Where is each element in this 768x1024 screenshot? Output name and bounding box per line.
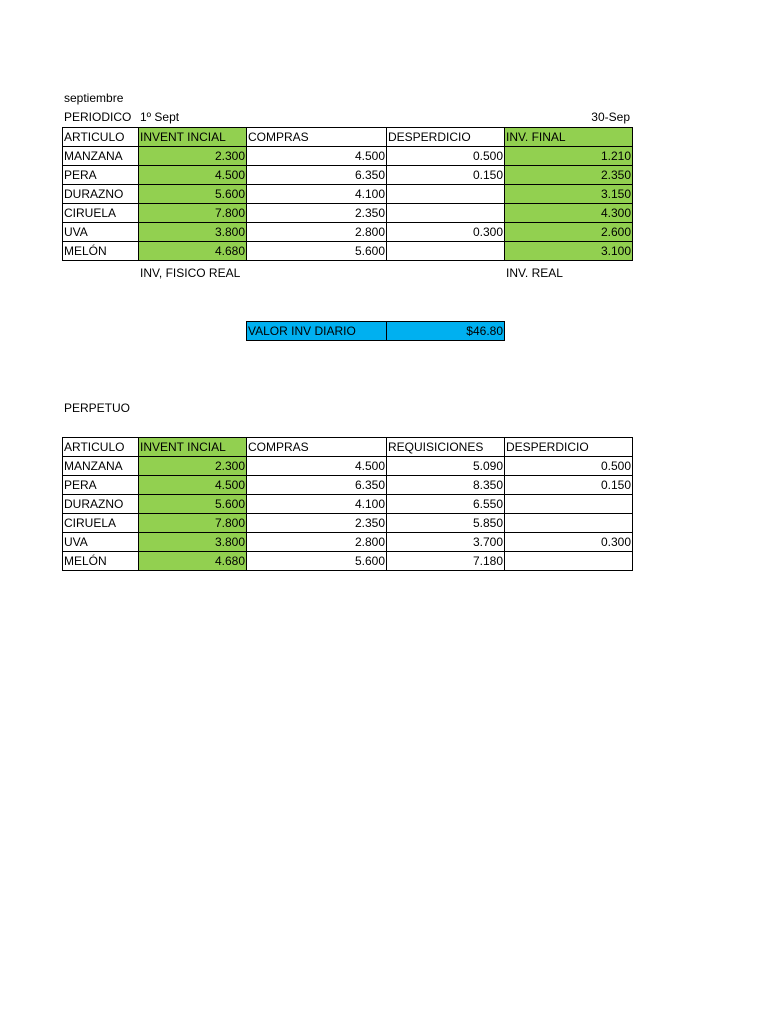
- header-cell[interactable]: INVENT INCIAL: [139, 438, 247, 457]
- table-row: [63, 147, 633, 166]
- desperdicio-cell[interactable]: 0.300: [505, 533, 633, 552]
- table-row: [63, 495, 633, 514]
- perpetuo-table: [62, 437, 633, 571]
- requisiciones-cell[interactable]: 5.090: [387, 457, 505, 476]
- invent-inicial-cell[interactable]: 7.800: [139, 204, 247, 223]
- table-row: [63, 185, 633, 204]
- invent-inicial-cell[interactable]: 4.500: [139, 166, 247, 185]
- header-cell[interactable]: INV. FINAL: [505, 128, 633, 147]
- compras-cell[interactable]: 2.800: [247, 223, 387, 242]
- invent-inicial-cell[interactable]: 5.600: [139, 185, 247, 204]
- inv-final-cell[interactable]: 2.600: [505, 223, 633, 242]
- table-row: [63, 223, 633, 242]
- compras-cell[interactable]: 6.350: [247, 166, 387, 185]
- header-cell[interactable]: COMPRAS: [247, 438, 387, 457]
- table-header-row: [63, 128, 633, 147]
- compras-cell[interactable]: 2.350: [247, 204, 387, 223]
- table-row: [63, 457, 633, 476]
- articulo-cell[interactable]: DURAZNO: [63, 495, 139, 514]
- invent-inicial-cell[interactable]: 3.800: [139, 223, 247, 242]
- articulo-cell[interactable]: MANZANA: [63, 457, 139, 476]
- desperdicio-cell[interactable]: 0.150: [505, 476, 633, 495]
- articulo-cell[interactable]: DURAZNO: [63, 185, 139, 204]
- invent-inicial-cell[interactable]: 5.600: [139, 495, 247, 514]
- table-row: [63, 242, 633, 261]
- requisiciones-cell[interactable]: 7.180: [387, 552, 505, 571]
- header-cell[interactable]: DESPERDICIO: [505, 438, 633, 457]
- desperdicio-cell[interactable]: 0.500: [505, 457, 633, 476]
- note-inv-real: INV. REAL: [506, 266, 563, 280]
- desperdicio-cell[interactable]: [387, 185, 505, 204]
- articulo-cell[interactable]: UVA: [63, 533, 139, 552]
- articulo-cell[interactable]: UVA: [63, 223, 139, 242]
- articulo-cell[interactable]: MELÓN: [63, 242, 139, 261]
- valor-inv-diario-label[interactable]: VALOR INV DIARIO: [247, 322, 387, 341]
- invent-inicial-cell[interactable]: 7.800: [139, 514, 247, 533]
- desperdicio-cell[interactable]: [505, 552, 633, 571]
- compras-cell[interactable]: 4.500: [247, 147, 387, 166]
- table-row: [63, 552, 633, 571]
- header-cell[interactable]: ARTICULO: [63, 438, 139, 457]
- note-inv-fisico-real: INV, FISICO REAL: [140, 266, 241, 280]
- table-row: [63, 514, 633, 533]
- desperdicio-cell[interactable]: [505, 514, 633, 533]
- articulo-cell[interactable]: MANZANA: [63, 147, 139, 166]
- valor-inv-diario-box: [246, 321, 505, 341]
- compras-cell[interactable]: 2.350: [247, 514, 387, 533]
- desperdicio-cell[interactable]: 0.500: [387, 147, 505, 166]
- desperdicio-cell[interactable]: [387, 242, 505, 261]
- desperdicio-cell[interactable]: [505, 495, 633, 514]
- inv-final-cell[interactable]: 4.300: [505, 204, 633, 223]
- perpetuo-section-label: PERPETUO: [64, 401, 131, 415]
- compras-cell[interactable]: 5.600: [247, 552, 387, 571]
- table-row: [63, 204, 633, 223]
- header-cell[interactable]: ARTICULO: [63, 128, 139, 147]
- table-header-row: [63, 438, 633, 457]
- invent-inicial-cell[interactable]: 2.300: [139, 457, 247, 476]
- requisiciones-cell[interactable]: 5.850: [387, 514, 505, 533]
- invent-inicial-cell[interactable]: 2.300: [139, 147, 247, 166]
- compras-cell[interactable]: 5.600: [247, 242, 387, 261]
- header-cell[interactable]: COMPRAS: [247, 128, 387, 147]
- table-row: [63, 533, 633, 552]
- invent-inicial-cell[interactable]: 4.500: [139, 476, 247, 495]
- periodico-section-label: PERIODICO: [64, 110, 132, 124]
- requisiciones-cell[interactable]: 6.550: [387, 495, 505, 514]
- table-row: [63, 476, 633, 495]
- compras-cell[interactable]: 4.100: [247, 495, 387, 514]
- articulo-cell[interactable]: CIRUELA: [63, 204, 139, 223]
- periodico-table: [62, 127, 633, 261]
- invent-inicial-cell[interactable]: 4.680: [139, 552, 247, 571]
- compras-cell[interactable]: 4.100: [247, 185, 387, 204]
- articulo-cell[interactable]: CIRUELA: [63, 514, 139, 533]
- header-cell[interactable]: DESPERDICIO: [387, 128, 505, 147]
- compras-cell[interactable]: 4.500: [247, 457, 387, 476]
- desperdicio-cell[interactable]: [387, 204, 505, 223]
- start-date: 1º Sept: [140, 110, 180, 124]
- valor-inv-diario-value[interactable]: $46.80: [387, 322, 505, 341]
- header-cell[interactable]: REQUISICIONES: [387, 438, 505, 457]
- table-row: [63, 166, 633, 185]
- requisiciones-cell[interactable]: 8.350: [387, 476, 505, 495]
- invent-inicial-cell[interactable]: 3.800: [139, 533, 247, 552]
- compras-cell[interactable]: 6.350: [247, 476, 387, 495]
- desperdicio-cell[interactable]: 0.150: [387, 166, 505, 185]
- inv-final-cell[interactable]: 2.350: [505, 166, 633, 185]
- end-date: 30-Sep: [591, 110, 630, 124]
- desperdicio-cell[interactable]: 0.300: [387, 223, 505, 242]
- requisiciones-cell[interactable]: 3.700: [387, 533, 505, 552]
- header-cell[interactable]: INVENT INCIAL: [139, 128, 247, 147]
- compras-cell[interactable]: 2.800: [247, 533, 387, 552]
- articulo-cell[interactable]: MELÓN: [63, 552, 139, 571]
- inv-final-cell[interactable]: 3.100: [505, 242, 633, 261]
- inv-final-cell[interactable]: 3.150: [505, 185, 633, 204]
- month-label: septiembre: [64, 91, 124, 105]
- articulo-cell[interactable]: PERA: [63, 476, 139, 495]
- articulo-cell[interactable]: PERA: [63, 166, 139, 185]
- inv-final-cell[interactable]: 1.210: [505, 147, 633, 166]
- invent-inicial-cell[interactable]: 4.680: [139, 242, 247, 261]
